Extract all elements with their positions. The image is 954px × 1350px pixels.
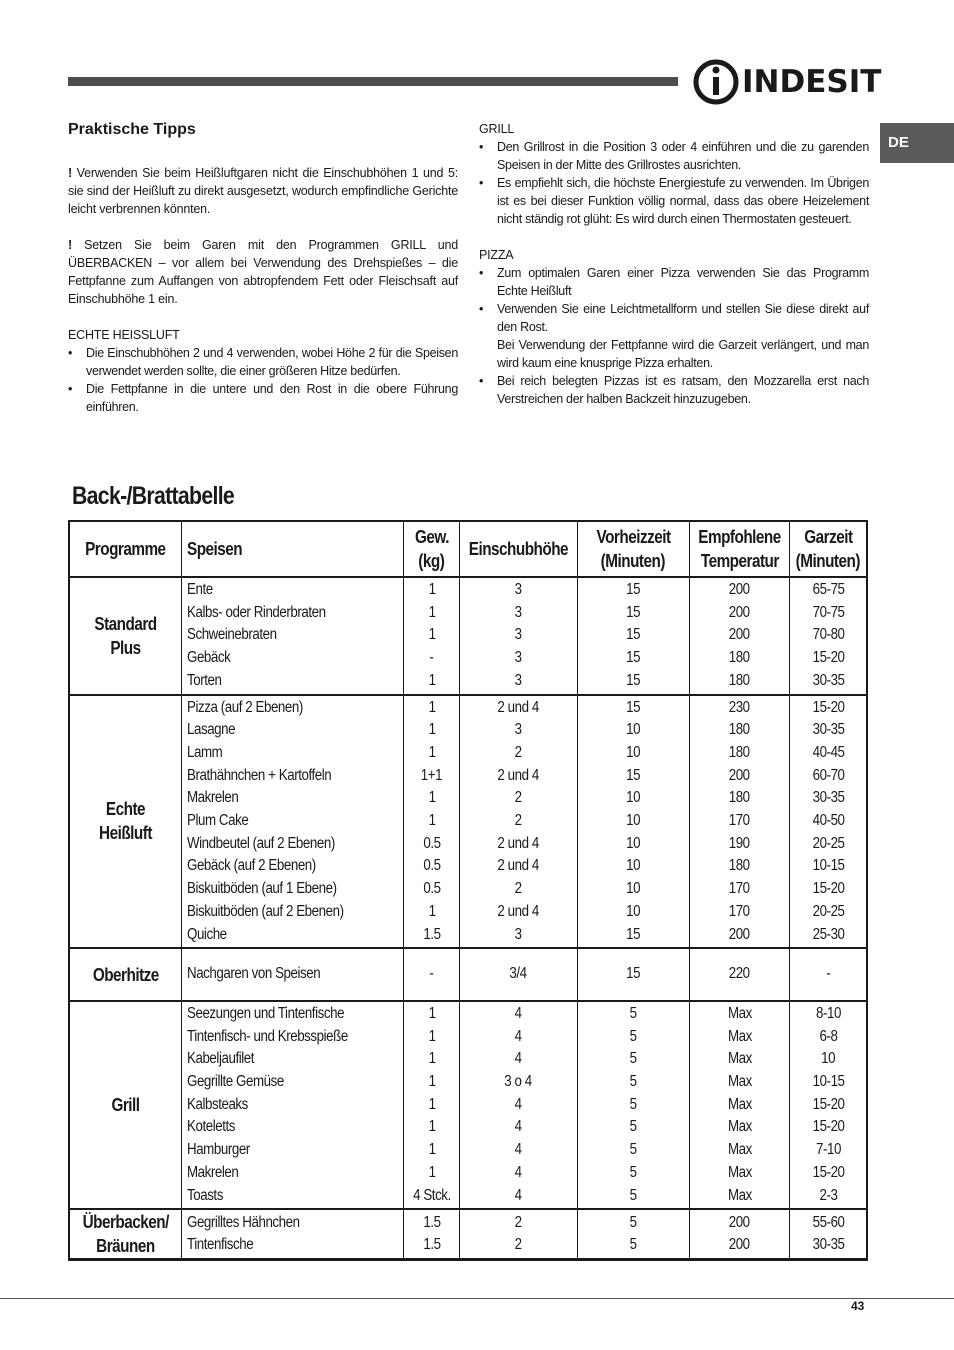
cell-line: 8-10 [815,1004,841,1022]
bullet-item: • Zum optimalen Garen einer Pizza verwenden Sie das Programm Echte Heißluft [479,264,869,300]
cell-line: Schweinebraten [187,626,277,644]
cell-line: 30-35 [812,671,845,689]
cell-line: 15-20 [812,1095,845,1113]
cell-line: 1 [428,743,436,761]
cell-line: 10 [821,1050,836,1068]
cell-line: Biskuitböden (auf 2 Ebenen) [187,902,344,920]
cell-line: 170 [728,812,750,830]
page-number: 43 [851,1299,865,1313]
header-gew: Gew. (kg) [404,521,459,577]
cell-temperatur [689,1001,790,1209]
cell-vorheizzeit [577,1209,689,1260]
bullet-item: • Den Grillrost in die Position 3 oder 4 einführen und die zu garenden Speisen in der Mitte des Grillrostes ausrichten. [479,138,869,174]
section-heading-echte-heissluft: ECHTE HEISSLUFT [68,328,180,342]
cell-vorheizzeit [577,1001,689,1209]
cell-line: 15-20 [812,1163,845,1181]
cell-line: 10 [626,857,641,875]
cell-gew [404,695,459,949]
program-group [69,695,867,949]
cell-line: 180 [728,857,750,875]
program-group [69,1209,867,1260]
cell-line: Brathähnchen + Kartoffeln [187,766,332,784]
cell-line: 15 [626,603,641,621]
cell-line: 4 [514,1027,522,1045]
cell-line: 30-35 [812,789,845,807]
cell-line: 4 [514,1141,522,1159]
cell-line: 5 [629,1118,637,1136]
cell-vorheizzeit [577,948,689,1001]
cell-line: Max [727,1141,752,1159]
cell-line: Quiche [187,925,227,943]
cell-line: Nachgaren von Speisen [187,965,321,983]
cell-line: 200 [728,1213,750,1231]
cell-line: 5 [629,1073,637,1091]
cell-line: 3 [514,925,522,943]
cell-gew [404,1001,459,1209]
cell-line: 170 [728,880,750,898]
cell-line: Makrelen [187,789,239,807]
cell-speisen [182,695,404,949]
header-temperatur: Empfohlene Temperatur [689,521,790,577]
cell-line: 220 [728,965,750,983]
cell-line: Plum Cake [187,812,249,830]
cell-line: Gebäck (auf 2 Ebenen) [187,857,316,875]
cell-line: 5 [629,1027,637,1045]
cell-line: Koteletts [187,1118,235,1136]
cell-line: 15-20 [812,1118,845,1136]
cell-einschubhoehe [459,948,577,1001]
cell-line: - [429,649,434,667]
cell-line: 2 und 4 [497,902,540,920]
cell-line: Makrelen [187,1163,239,1181]
table-row [69,948,867,1001]
cell-line: 0.5 [423,857,441,875]
program-name: Grill [69,1001,182,1209]
cell-line: 7-10 [815,1141,841,1159]
cell-line: 65-75 [812,581,845,598]
cell-line: 0.5 [423,834,441,852]
cell-line: 3 [514,649,522,667]
cell-line: 1 [428,1118,436,1136]
cell-line: 5 [629,1163,637,1181]
cell-line: Lamm [187,743,223,761]
cell-line: 1 [428,812,436,830]
cell-line: 180 [728,721,750,739]
cell-garzeit [790,577,867,695]
cell-line: 2 [514,1213,522,1231]
cell-line: 5 [629,1095,637,1113]
table-title: Back-/Brattabelle [72,482,235,510]
cell-gew [404,1209,459,1260]
cell-line: 70-75 [812,603,845,621]
cell-speisen [182,1001,404,1209]
bullet-item: • Die Einschubhöhen 2 und 4 verwenden, wobei Höhe 2 für die Speisen verwendet werden sollte, die einer größeren Hitze bedürfen. [68,344,458,380]
cell-line: - [826,965,831,983]
cell-line: Pizza (auf 2 Ebenen) [187,698,303,716]
cell-line: 2 [514,1236,522,1254]
cell-line: 1 [428,581,436,598]
cell-line: 1 [428,1163,436,1181]
header-programme: Programme [69,521,182,577]
baking-table [68,520,868,1261]
bullet-item: • Die Fettpfanne in die untere und den Rost in die obere Führung einführen. [68,380,458,416]
cell-temperatur [689,948,790,1001]
cell-line: 1 [428,1141,436,1159]
cell-line: 30-35 [812,1236,845,1254]
bullet-item: • Verwenden Sie eine Leichtmetallform und stellen Sie diese direkt auf den Rost. Bei Verwendung der Fettpfanne wird die Garzeit verlängert, und man wird kaum eine knusprige Pizza erhalten. [479,300,869,372]
cell-vorheizzeit [577,577,689,695]
cell-line: Torten [187,671,222,689]
cell-line: 15-20 [812,698,845,716]
cell-line: Max [727,1186,752,1204]
cell-line: 15 [626,925,641,943]
cell-line: 15 [626,698,641,716]
cell-line: 10 [626,902,641,920]
cell-line: 15 [626,965,641,983]
cell-line: Kabeljaufilet [187,1050,255,1068]
footer-rule [0,1298,954,1299]
cell-garzeit [790,1001,867,1209]
program-name: Echte Heißluft [69,695,182,949]
cell-line: 60-70 [812,766,845,784]
cell-line: 4 [514,1163,522,1181]
cell-line: 180 [728,789,750,807]
bullet-list [479,264,869,408]
cell-line: 25-30 [812,925,845,943]
cell-line: Tintenfische [187,1236,254,1254]
cell-line: 3/4 [509,965,527,983]
cell-line: Max [727,1073,752,1091]
cell-gew [404,577,459,695]
cell-speisen [182,948,404,1001]
cell-line: 4 Stck. [412,1186,451,1204]
cell-line: 4 [514,1095,522,1113]
cell-line: 15 [626,671,641,689]
bullet-list [68,344,458,416]
cell-line: Max [727,1027,752,1045]
language-tab: DE [880,123,954,163]
cell-line: 2 und 4 [497,766,540,784]
cell-line: 6-8 [819,1027,838,1045]
cell-line: 10 [626,880,641,898]
cell-line: 3 [514,721,522,739]
cell-line: 180 [728,671,750,689]
bullet-item-extra: Bei Verwendung der Fettpfanne wird die Garzeit verlängert, und man wird kaum eine knusprige Pizza erhalten. [497,338,869,370]
cell-einschubhoehe [459,1209,577,1260]
bullet-item: • Bei reich belegten Pizzas ist es ratsam, den Mozzarella erst nach Verstreichen der halben Backzeit hinzuzugeben. [479,372,869,408]
section-heading-grill: GRILL [479,122,515,136]
table-row [69,695,867,949]
header-speisen: Speisen [182,521,404,577]
cell-line: 200 [728,925,750,943]
cell-line: 200 [728,1236,750,1254]
cell-line: 10-15 [812,1073,845,1091]
cell-line: 2 [514,743,522,761]
cell-line: Biskuitböden (auf 1 Ebene) [187,880,337,898]
cell-line: 2 und 4 [497,857,540,875]
cell-line: Max [727,1004,752,1022]
cell-line: 15 [626,581,641,598]
cell-einschubhoehe [459,577,577,695]
cell-line: 5 [629,1213,637,1231]
tips-right-column [479,120,869,426]
tip-note: ! Setzen Sie beim Garen mit den Programmen GRILL und ÜBERBACKEN – vor allem bei Verwendung des Drehspießes – die Fettpfanne zum Auffangen von abtropfendem Fett oder Fleischsaft auf Einschubhöhe 1 ein. [68,238,458,306]
cell-line: 5 [629,1236,637,1254]
bullet-list [479,138,869,228]
cell-line: 3 [514,626,522,644]
cell-einschubhoehe [459,695,577,949]
cell-line: 10 [626,743,641,761]
program-group [69,1001,867,1209]
brand-wordmark: INDESIT [742,64,882,100]
cell-line: 1 [428,603,436,621]
cell-line: 20-25 [812,902,845,920]
cell-line: 1.5 [423,925,441,943]
tip-note: ! Verwenden Sie beim Heißluftgaren nicht die Einschubhöhen 1 und 5: sie sind der Heißluft zu direkt ausgesetzt, wodurch empfindliche Gerichte leicht verbrennen könnten. [68,166,458,216]
cell-line: 15-20 [812,649,845,667]
cell-line: 200 [728,581,750,598]
cell-line: 30-35 [812,721,845,739]
brand-logo [692,58,882,108]
cell-line: 190 [728,834,750,852]
cell-line: Toasts [187,1186,223,1204]
cell-line: 2 und 4 [497,834,540,852]
table-row [69,1209,867,1260]
cell-line: Gegrillte Gemüse [187,1073,284,1091]
cell-line: 1 [428,1095,436,1113]
cell-line: 10 [626,789,641,807]
brand-i-icon [692,58,740,106]
cell-line: Kalbs- oder Rinderbraten [187,603,326,621]
cell-line: 200 [728,626,750,644]
cell-line: 1.5 [423,1236,441,1254]
cell-line: Ente [187,581,213,598]
cell-line: 4 [514,1186,522,1204]
cell-line: 1.5 [423,1213,441,1231]
cell-garzeit [790,948,867,1001]
cell-garzeit [790,695,867,949]
cell-line: 10 [626,834,641,852]
cell-line: 3 [514,581,522,598]
cell-line: 3 [514,671,522,689]
cell-line: Hamburger [187,1141,250,1159]
cell-gew [404,948,459,1001]
cell-line: 4 [514,1050,522,1068]
cell-line: 70-80 [812,626,845,644]
cell-line: 170 [728,902,750,920]
cell-vorheizzeit [577,695,689,949]
program-name: Standard Plus [69,577,182,695]
cell-line: Max [727,1095,752,1113]
cell-speisen [182,1209,404,1260]
cell-temperatur [689,695,790,949]
header-einschubhoehe: Einschubhöhe [459,521,577,577]
table-row [69,1001,867,1209]
cell-line: 10 [626,721,641,739]
cell-line: Seezungen und Tintenfische [187,1004,345,1022]
section-heading-pizza: PIZZA [479,248,514,262]
program-name: Überbacken/ Bräunen [69,1209,182,1260]
cell-line: 200 [728,603,750,621]
cell-line: 4 [514,1004,522,1022]
cell-line: 5 [629,1050,637,1068]
cell-line: 5 [629,1186,637,1204]
cell-line: 2 [514,789,522,807]
cell-line: 4 [514,1118,522,1136]
cell-line: Windbeutel (auf 2 Ebenen) [187,834,335,852]
cell-line: 1 [428,902,436,920]
program-name: Oberhitze [69,948,182,1001]
cell-line: Kalbsteaks [187,1095,248,1113]
cell-line: 10 [626,812,641,830]
cell-line: 1 [428,721,436,739]
cell-line: 55-60 [812,1213,845,1231]
cell-speisen [182,577,404,695]
cell-line: 2-3 [819,1186,838,1204]
cell-line: 1 [428,789,436,807]
program-group [69,948,867,1001]
cell-line: Max [727,1118,752,1136]
cell-line: 40-45 [812,743,845,761]
cell-garzeit [790,1209,867,1260]
cell-line: 1 [428,1004,436,1022]
cell-line: Gegrilltes Hähnchen [187,1213,300,1231]
cell-line: 1 [428,671,436,689]
cell-line: 3 [514,603,522,621]
cell-line: 200 [728,766,750,784]
cell-line: 5 [629,1141,637,1159]
cell-einschubhoehe [459,1001,577,1209]
table-header-row [69,521,867,577]
cell-temperatur [689,577,790,695]
bullet-item: • Es empfiehlt sich, die höchste Energiestufe zu verwenden. Im Übrigen ist es bei dieser Funktion völlig normal, dass das obere Heizelement nicht ständig rot glüht: Es wird durch einen Thermostaten gesteuert. [479,174,869,228]
header-vorheizzeit: Vorheizzeit (Minuten) [577,521,689,577]
cell-line: 1 [428,1050,436,1068]
cell-line: 1 [428,626,436,644]
cell-line: 15 [626,626,641,644]
cell-line: 1+1 [421,766,443,784]
cell-line: Max [727,1050,752,1068]
table-row [69,577,867,695]
cell-line: 15 [626,766,641,784]
cell-line: 3 o 4 [504,1073,533,1091]
cell-line: 2 [514,880,522,898]
cell-line: Lasagne [187,721,236,739]
cell-line: Tintenfisch- und Krebsspieße [187,1027,348,1045]
cell-line: 15 [626,649,641,667]
cell-line: 40-50 [812,812,845,830]
cell-line: 1 [428,1027,436,1045]
header-rule [68,77,678,86]
tips-title: Praktische Tipps [68,121,196,138]
cell-line: 15-20 [812,880,845,898]
cell-line: 20-25 [812,834,845,852]
cell-line: 2 [514,812,522,830]
cell-temperatur [689,1209,790,1260]
cell-line: Max [727,1163,752,1181]
cell-line: 0.5 [423,880,441,898]
program-group [69,577,867,695]
cell-line: 230 [728,698,750,716]
tips-left-column [68,120,458,434]
cell-line: 180 [728,649,750,667]
cell-line: 180 [728,743,750,761]
cell-line: 1 [428,698,436,716]
cell-line: 10-15 [812,857,845,875]
header-garzeit: Garzeit (Minuten) [790,521,867,577]
cell-line: Gebäck [187,649,231,667]
cell-line: - [429,965,434,983]
cell-line: 1 [428,1073,436,1091]
cell-line: 2 und 4 [497,698,540,716]
cell-line: 5 [629,1004,637,1022]
